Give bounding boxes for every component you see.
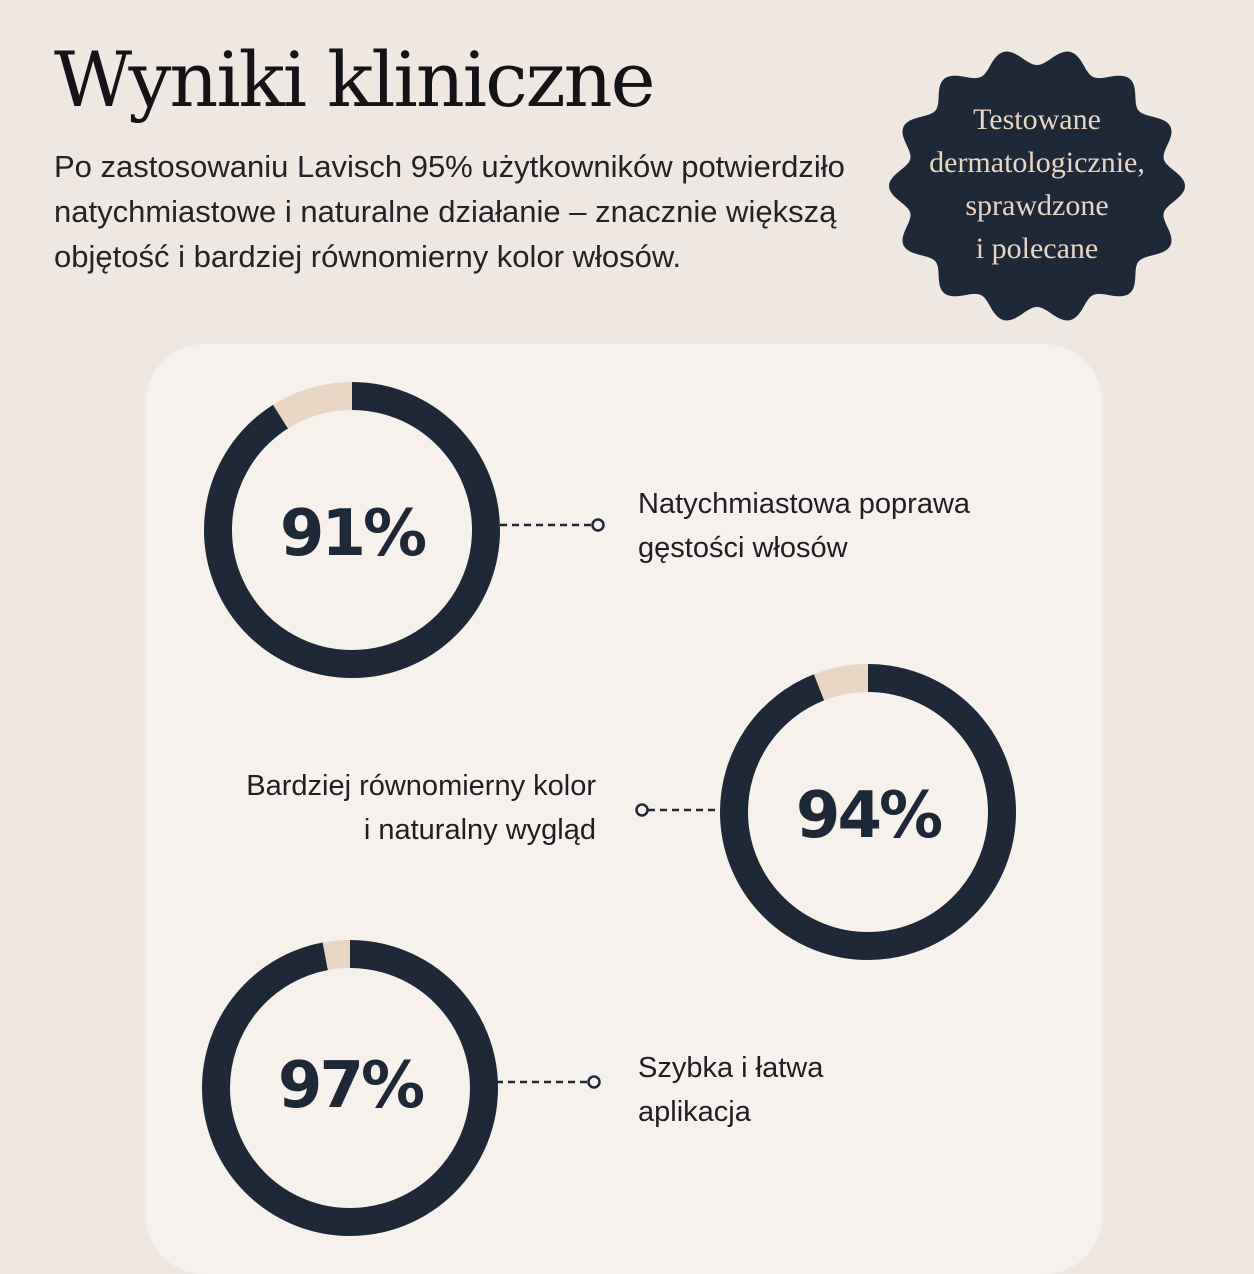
percentage-value: 94% [795,779,941,853]
certification-badge [882,46,1192,326]
stat-label [200,764,596,852]
stat-label-line: Natychmiastowa poprawa [638,488,971,520]
badge-line: i polecane [975,232,1099,265]
connector-line [628,800,724,820]
intro-text: Po zastosowaniu Lavisch 95% użytkowników potwierdziło natychmiastowe i naturalne działanie – znacznie większą objętość i bardziej równomierny kolor włosów. [54,149,845,274]
stat-label [638,482,970,570]
connector-dot [589,1077,600,1088]
connector-line [500,515,610,535]
percentage-value: 97% [277,1049,423,1123]
stat-label [638,1046,823,1134]
connector-dot [593,520,604,531]
badge-text [882,98,1192,270]
badge-line: Testowane [973,103,1101,136]
connector-dot [637,805,648,816]
connector-line [496,1072,606,1092]
stat-label-line: Bardziej równomierny kolor [246,770,596,802]
page-title: Wyniki kliniczne [54,35,654,124]
badge-line: sprawdzone [965,189,1109,222]
stat-label-line: Szybka i łatwa [638,1052,824,1084]
badge-line: dermatologicznie, [929,146,1145,179]
stat-label-line: aplikacja [638,1096,751,1128]
stat-label-line: i naturalny wygląd [363,814,596,846]
stat-label-line: gęstości włosów [638,532,848,564]
percentage-value: 91% [279,497,425,571]
